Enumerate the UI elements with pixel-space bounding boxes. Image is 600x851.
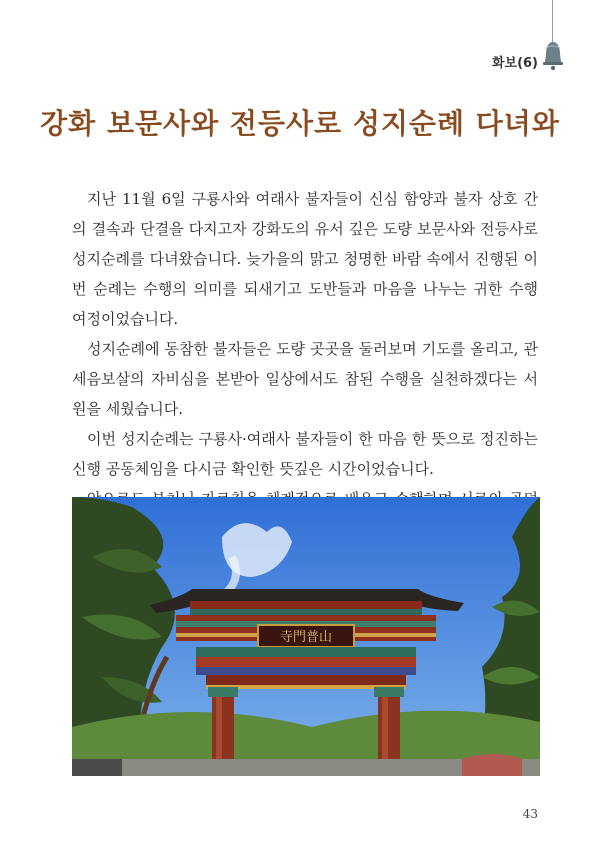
section-label: 화보(6) bbox=[491, 56, 538, 71]
bell-icon bbox=[540, 40, 566, 72]
hanging-line bbox=[552, 0, 553, 44]
article-title: 강화 보문사와 전등사로 성지순례 다녀와 bbox=[40, 107, 560, 140]
page-number: 43 bbox=[522, 807, 538, 821]
paragraph: 지난 11월 6일 구룡사와 여래사 불자들이 신심 함양과 불자 상호 간의 결속과 단결을 다지고자 강화도의 유서 깊은 도량 보문사와 전등사로 성지순례를 다녀왔습니다. 늦가을의 맑고 청명한 바람 속에서 진행된 이번 순례는 수행의 의미를 되새기고 도반들과 마음을 나누는 귀한 수행 여정이었습니다. bbox=[72, 190, 538, 328]
temple-gate-photo bbox=[72, 497, 540, 776]
temple-gate-illustration bbox=[72, 497, 540, 776]
paragraph: 이번 성지순례는 구룡사·여래사 불자들이 한 마음 한 뜻으로 정진하는 신행 공동체임을 다시금 확인한 뜻깊은 시간이었습니다. bbox=[72, 430, 538, 478]
signboard-text: 寺門普山 bbox=[279, 630, 333, 645]
article-body bbox=[72, 184, 538, 544]
paragraph: 성지순례에 동참한 불자들은 도량 곳곳을 둘러보며 기도를 올리고, 관세음보살의 자비심을 본받아 일상에서도 참된 수행을 실천하겠다는 서원을 세웠습니다. bbox=[72, 340, 538, 418]
